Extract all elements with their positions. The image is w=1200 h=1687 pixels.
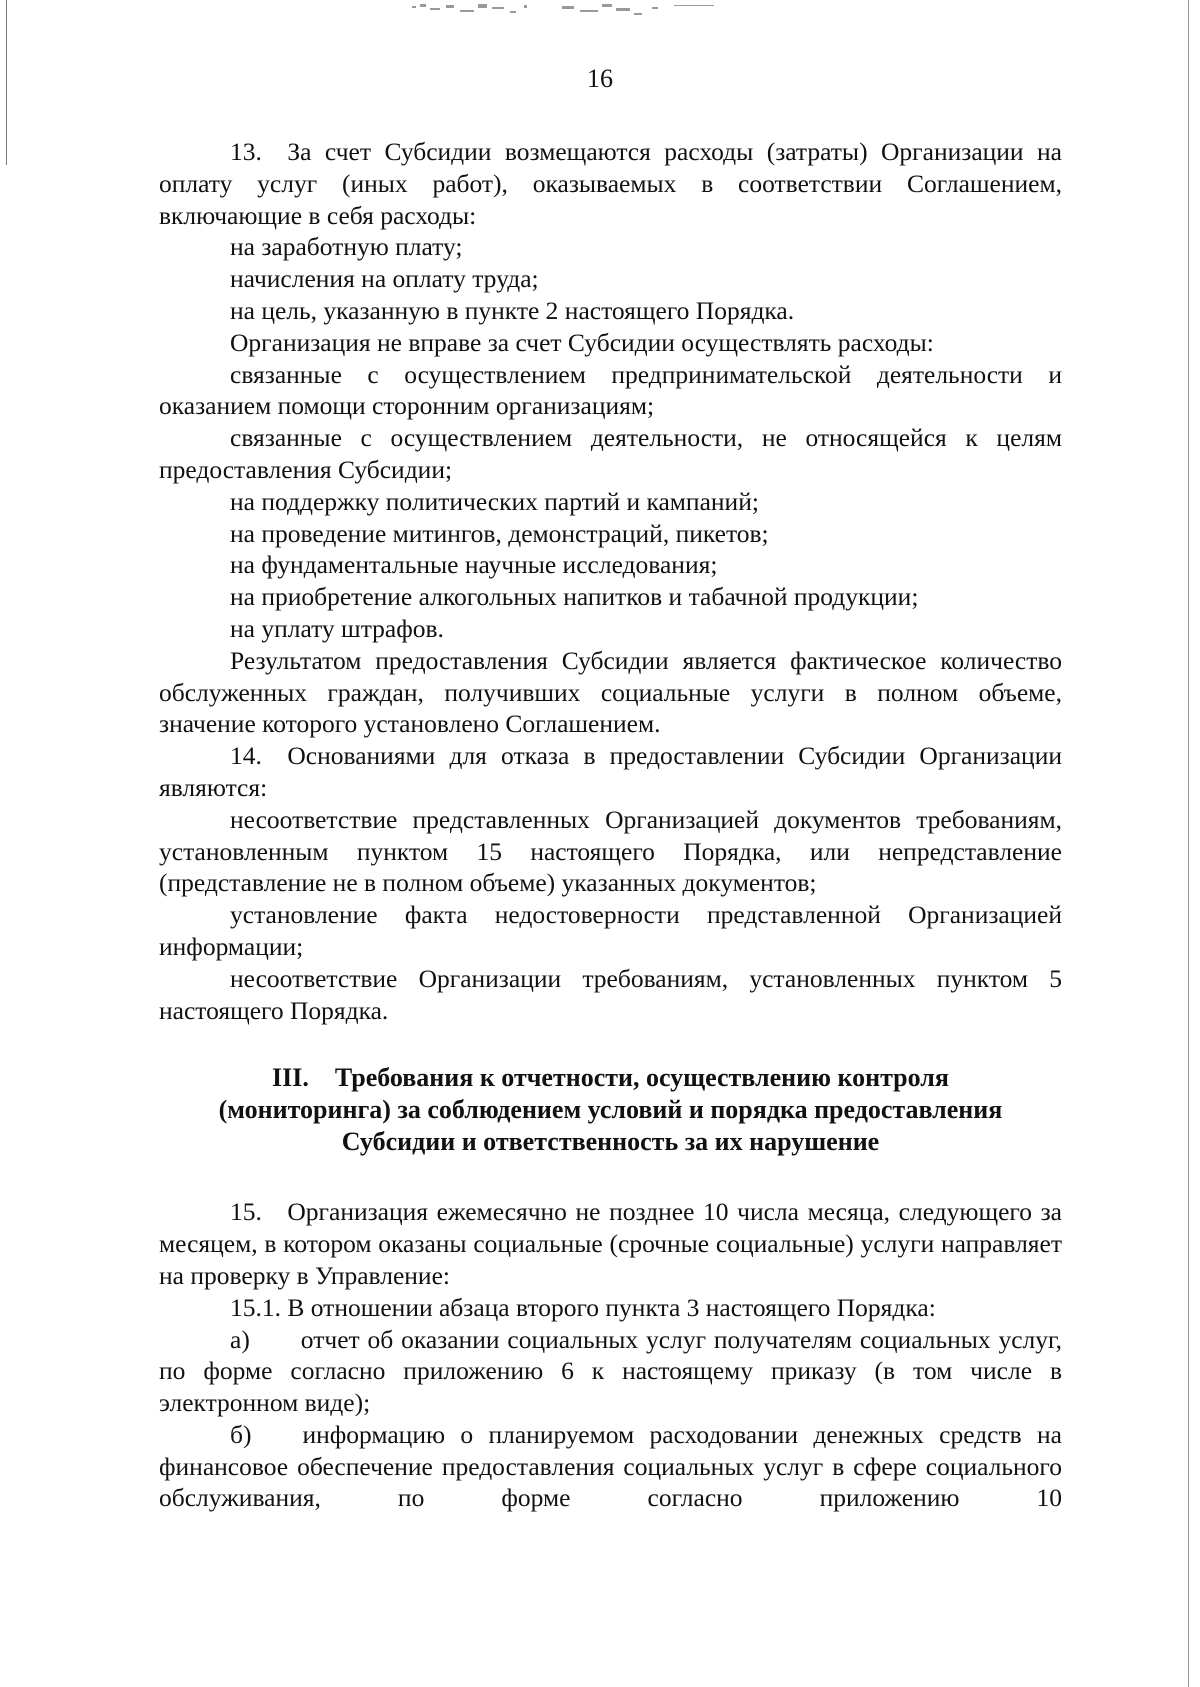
scan-noise <box>412 2 732 20</box>
list-item-a: а) отчет об оказании социальных услуг получателям социальных услуг, по форме согласно приложению 6 к настоящему приказу (в том числе в электронном виде); <box>159 1324 1062 1418</box>
scan-edge-right <box>1188 0 1189 1687</box>
paragraph-14: 14. Основаниями для отказа в предоставлении Субсидии Организации являются: <box>159 741 1062 802</box>
section-heading <box>159 1062 1062 1158</box>
paragraph-result: Результатом предоставления Субсидии является фактическое количество обслуженных граждан, получивших социальные услуги в полном объеме, значение которого установлено Соглашением. <box>159 645 1062 739</box>
list-item-rallies: на проведение митингов, демонстраций, пикетов; <box>230 518 769 548</box>
list-item-goal: на цель, указанную в пункте 2 настоящего Порядка. <box>230 295 795 325</box>
document-body <box>159 136 1062 1514</box>
list-item-noncompliance-org: несоответствие Организации требованиям, установленных пунктом 5 настоящего Порядка. <box>159 963 1062 1025</box>
list-item-research: на фундаментальные научные исследования; <box>230 550 718 580</box>
paragraph-15-1: 15.1. В отношении абзаца второго пункта 3 настоящего Порядка: <box>230 1292 936 1322</box>
list-item-false-info: установление факта недостоверности представленной Организацией информации; <box>159 900 1062 961</box>
paragraph-15: 15. Организация ежемесячно не позднее 10 числа месяца, следующего за месяцем, в котором оказаны социальные (срочные социальные) услуги направляет на проверку в Управление: <box>159 1197 1062 1290</box>
paragraph-13: 13. За счет Субсидии возмещаются расходы (затраты) Организации на оплату услуг (иных работ), оказываемых в соответствии Соглашением, включающие в себя расходы: <box>159 137 1062 230</box>
list-item-unrelated: связанные с осуществлением деятельности, не относящейся к целям предоставления Субсидии; <box>159 423 1062 484</box>
list-item-noncompliance-docs: несоответствие представленных Организацией документов требованиям, установленным пунктом 15 настоящего Порядка, или непредставление (представление не в полном объеме) указанных документов; <box>159 804 1062 898</box>
list-item-payroll: начисления на оплату труда; <box>230 264 539 294</box>
list-item-fines: на уплату штрафов. <box>230 613 444 643</box>
section-heading-line-2: (мониторинга) за соблюдением условий и порядка предоставления <box>218 1095 1003 1125</box>
list-item-political: на поддержку политических партий и кампаний; <box>230 486 759 516</box>
list-item-b: б) информацию о планируемом расходовании денежных средств на финансовое обеспечение предоставления социальных услуг в сфере социального обслуживания, по форме согласно приложению 10 <box>159 1419 1062 1513</box>
list-item-alcohol: на приобретение алкогольных напитков и табачной продукции; <box>230 582 919 612</box>
page-number: 16 <box>587 64 613 93</box>
list-item-business: связанные с осуществлением предпринимательской деятельности и оказанием помощи сторонним организациям; <box>159 359 1062 421</box>
section-heading-line-3: Субсидии и ответственность за их нарушение <box>341 1127 880 1157</box>
paragraph-prohibited: Организация не вправе за счет Субсидии осуществлять расходы: <box>230 327 934 357</box>
list-item-salary: на заработную плату; <box>230 232 463 262</box>
section-heading-line-1: III. Требования к отчетности, осуществлению контроля <box>272 1063 949 1093</box>
